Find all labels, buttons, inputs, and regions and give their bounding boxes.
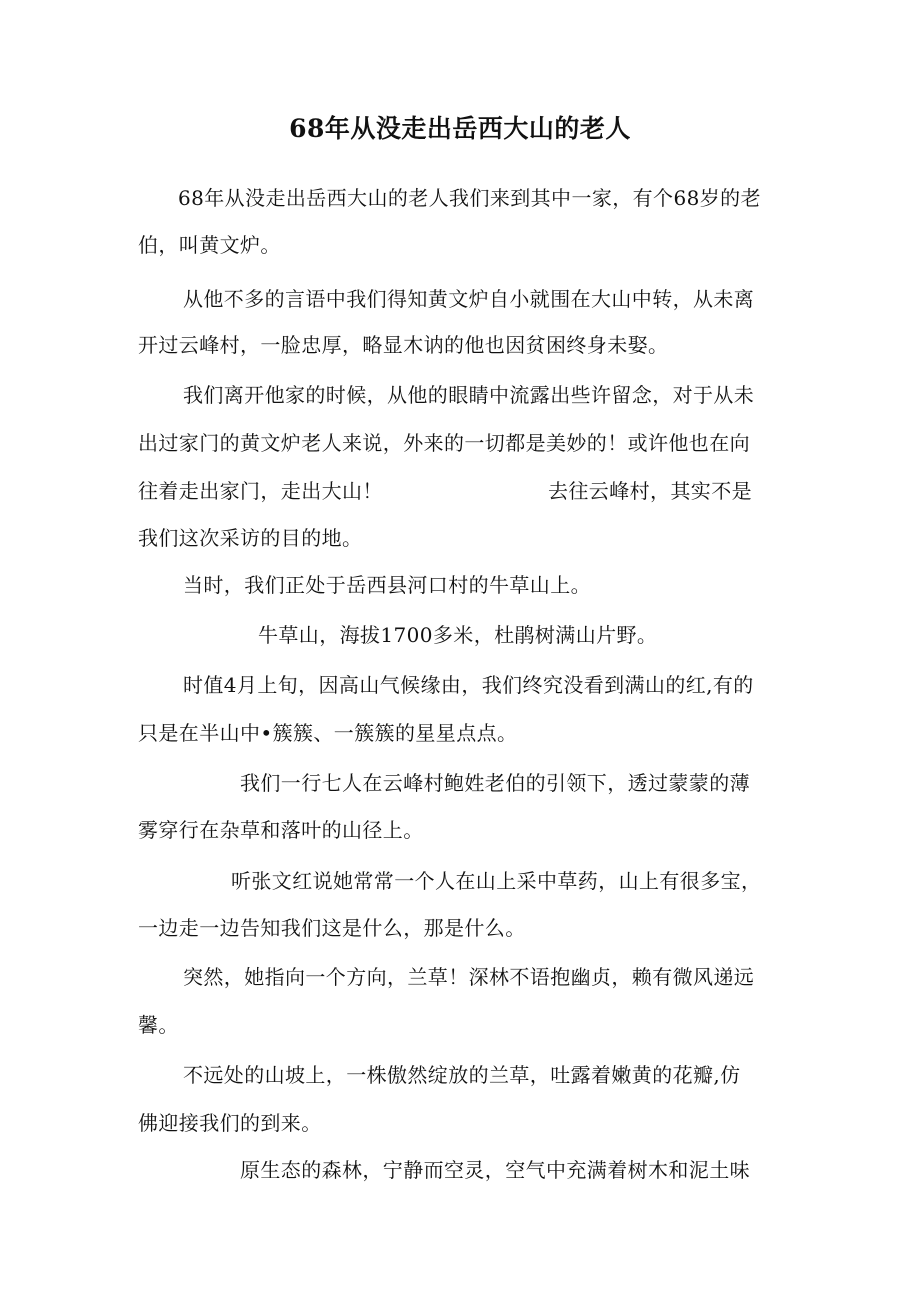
paragraph-line: 突然，她指向一个方向，兰草！深林不语抱幽贞，赖有微风递远	[183, 965, 755, 989]
paragraph-line: 我们一行七人在云峰村鲍姓老伯的引领下，透过蒙蒙的薄	[240, 771, 750, 795]
paragraph-line: 佛迎接我们的到来。	[138, 1111, 322, 1135]
paragraph-line: 出过家门的黄文炉老人来说，外来的一切都是美妙的！或许他也在向	[138, 431, 750, 455]
paragraph-line: 只是在半山中•簇簇、一簇簇的星星点点。	[138, 721, 518, 745]
paragraph-line: 我们离开他家的时候，从他的眼睛中流露出些许留念，对于从未	[183, 383, 755, 407]
paragraph-line: 去往云峰村，其实不是	[548, 479, 752, 503]
paragraph-line: 时值4月上旬，因高山气候缘由，我们终究没看到满山的红,有的	[183, 673, 754, 697]
paragraph-line: 伯，叫黄文炉。	[138, 233, 281, 257]
paragraph-line: 一边走一边告知我们这是什么，那是什么。	[138, 916, 526, 940]
paragraph-line: 我们这次采访的目的地。	[138, 526, 363, 550]
paragraph-line: 当时，我们正处于岳西县河口村的牛草山上。	[183, 573, 591, 597]
page-title: 68年从没走出岳西大山的老人	[289, 114, 631, 143]
paragraph-line: 原生态的森林，宁静而空灵，空气中充满着树木和泥土味	[240, 1158, 750, 1182]
paragraph-line: 听张文红说她常常一个人在山上采中草药，山上有很多宝，	[231, 869, 762, 893]
paragraph-line: 不远处的山坡上，一株傲然绽放的兰草，吐露着嫩黄的花瓣,仿	[183, 1063, 741, 1087]
paragraph-line: 从他不多的言语中我们得知黄文炉自小就围在大山中转，从未离	[183, 287, 755, 311]
paragraph-line: 牛草山，海拔1700多米，杜鹃树满山片野。	[258, 623, 658, 647]
paragraph-line: 68年从没走出岳西大山的老人我们来到其中一家，有个68岁的老	[178, 186, 761, 210]
paragraph-line: 往着走出家门，走出大山！	[138, 479, 383, 503]
paragraph-line: 开过云峰村，一脸忠厚，略显木讷的他也因贫困终身未娶。	[138, 333, 669, 357]
paragraph-line: 馨。	[138, 1013, 179, 1037]
paragraph-line: 雾穿行在杂草和落叶的山径上。	[138, 818, 424, 842]
